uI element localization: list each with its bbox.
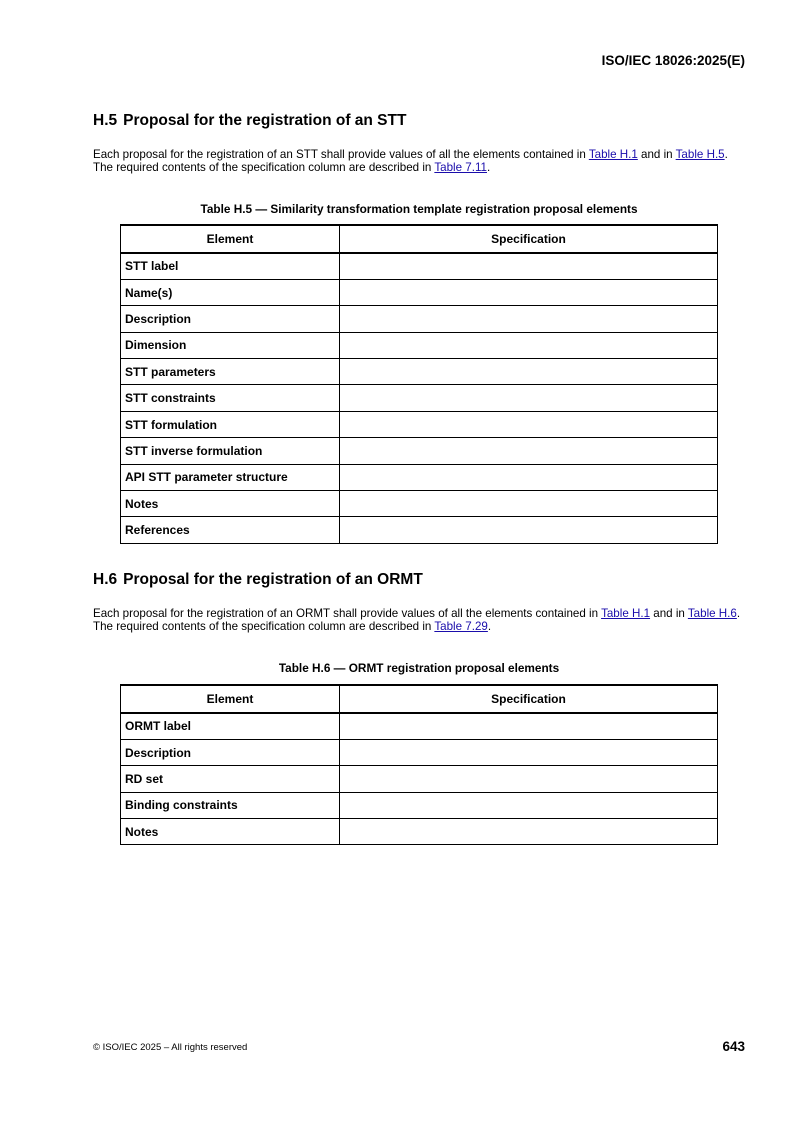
specification-cell [340, 792, 718, 818]
para-text: . [487, 161, 491, 174]
column-header-element: Element [121, 225, 340, 253]
table-h6 [120, 684, 718, 845]
element-cell: STT label [121, 253, 340, 279]
element-cell: Notes [121, 819, 340, 845]
link-table-7-11[interactable]: Table 7.11 [434, 161, 487, 174]
table-row [121, 491, 718, 517]
element-cell: Binding constraints [121, 792, 340, 818]
table-header-row [121, 225, 718, 253]
table-row [121, 306, 718, 332]
para-text: and in [650, 607, 688, 620]
specification-cell [340, 464, 718, 490]
para-text: . [487, 620, 492, 633]
element-cell: Description [121, 739, 340, 765]
specification-cell [340, 713, 718, 739]
element-cell: STT formulation [121, 411, 340, 437]
table-h6-caption: Table H.6 — ORMT registration proposal elements [278, 661, 560, 675]
table-row [121, 411, 718, 437]
section-h5-title: Proposal for the registration of an STT [123, 112, 407, 129]
section-h5-paragraph [93, 148, 748, 174]
section-h6-number: H.6 [93, 571, 118, 588]
element-cell: RD set [121, 766, 340, 792]
table-row [121, 253, 718, 279]
table-row [121, 792, 718, 818]
link-table-h5[interactable]: Table H.5 [675, 148, 725, 161]
specification-cell [340, 517, 718, 543]
para-text: . The required contents of the specification column are described in [93, 607, 741, 633]
element-cell: STT parameters [121, 359, 340, 385]
section-h5-number: H.5 [93, 112, 118, 129]
specification-cell [340, 411, 718, 437]
specification-cell [340, 766, 718, 792]
table-row [121, 464, 718, 490]
element-cell: Name(s) [121, 279, 340, 305]
element-cell: ORMT label [121, 713, 340, 739]
table-row [121, 385, 718, 411]
link-table-h6[interactable]: Table H.6 [687, 607, 737, 620]
table-row [121, 819, 718, 845]
column-header-element: Element [121, 685, 340, 713]
section-h6-title: Proposal for the registration of an ORMT [123, 571, 423, 588]
table-row [121, 766, 718, 792]
specification-cell [340, 359, 718, 385]
link-table-h1[interactable]: Table H.1 [588, 148, 638, 161]
specification-cell [340, 332, 718, 358]
specification-cell [340, 438, 718, 464]
table-row [121, 739, 718, 765]
section-h6-heading [93, 571, 423, 589]
table-h5-caption: Table H.5 — Similarity transformation template registration proposal elements [200, 202, 638, 216]
specification-cell [340, 306, 718, 332]
element-cell: Dimension [121, 332, 340, 358]
para-text: . The required contents of the specification column are described in [93, 148, 728, 174]
table-row [121, 438, 718, 464]
table-row [121, 279, 718, 305]
specification-cell [340, 279, 718, 305]
element-cell: Notes [121, 491, 340, 517]
specification-cell [340, 739, 718, 765]
section-h6-paragraph [93, 607, 748, 633]
page-number: 643 [722, 1039, 745, 1054]
document-id: ISO/IEC 18026:2025(E) [601, 53, 745, 68]
link-table-h1[interactable]: Table H.1 [601, 607, 651, 620]
table-h5 [120, 224, 718, 544]
para-text: and in [637, 148, 676, 161]
table-row [121, 713, 718, 739]
column-header-specification: Specification [340, 685, 718, 713]
specification-cell [340, 385, 718, 411]
element-cell: Description [121, 306, 340, 332]
para-text: Each proposal for the registration of an ORMT shall provide values of all the elements contained in [93, 607, 602, 620]
element-cell: API STT parameter structure [121, 464, 340, 490]
copyright-notice: © ISO/IEC 2025 – All rights reserved [93, 1042, 248, 1053]
column-header-specification: Specification [340, 225, 718, 253]
specification-cell [340, 253, 718, 279]
link-table-7-29[interactable]: Table 7.29 [434, 620, 488, 633]
table-row [121, 359, 718, 385]
para-text: Each proposal for the registration of an STT shall provide values of all the elements contained in [93, 148, 589, 161]
element-cell: STT inverse formulation [121, 438, 340, 464]
element-cell: STT constraints [121, 385, 340, 411]
specification-cell [340, 819, 718, 845]
table-row [121, 517, 718, 543]
table-header-row [121, 685, 718, 713]
specification-cell [340, 491, 718, 517]
table-row [121, 332, 718, 358]
section-h5-heading [93, 112, 406, 130]
element-cell: References [121, 517, 340, 543]
